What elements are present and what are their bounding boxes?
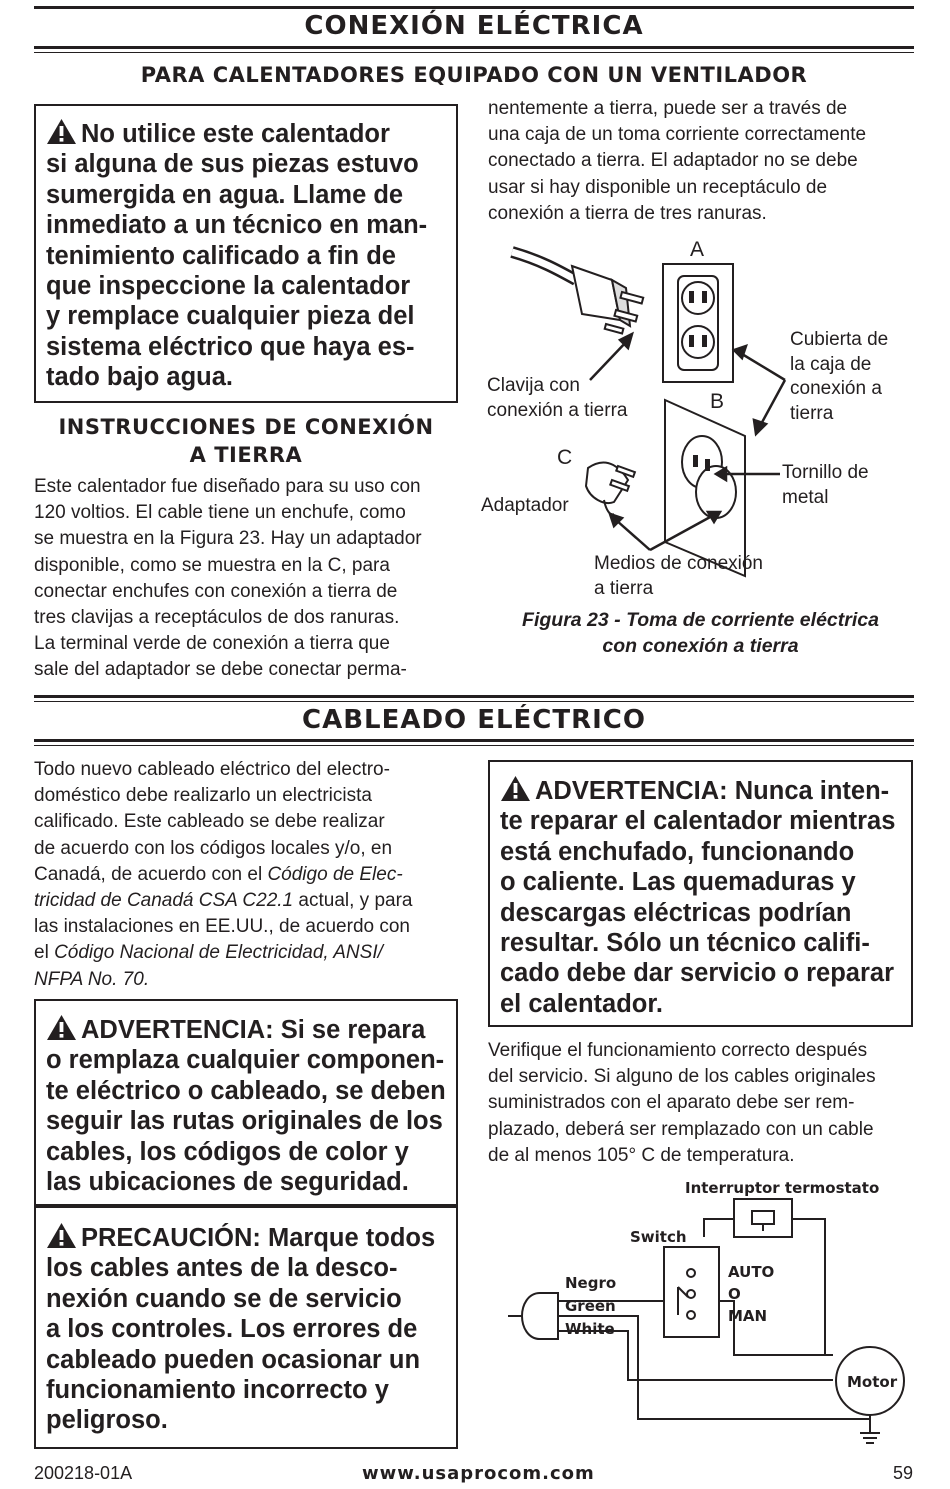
text-line: de acuerdo con los códigos locales y/o, en [34,837,393,859]
warning-plugged-text [500,775,902,1019]
warning-line: cableado pueden ocasionar un [46,1345,421,1374]
code-reference: Código Nacional de Electricidad, ANSI/ [54,942,383,964]
text-line: nentemente a tierra, puede ser a través de [488,98,848,119]
warning-line: a los controles. Los errores de [46,1315,418,1344]
verify-text [488,1038,913,1169]
text-line: se muestra en la Figura 23. Hay un adaptador [34,528,422,550]
warning-triangle-icon [46,1222,77,1249]
grounding-heading [34,413,458,469]
label-line: Medios de conexión [594,553,763,574]
wire-white-label: White [565,1320,615,1338]
thermostat-label: Interruptor termostato [685,1179,880,1197]
warning-line: o caliente. Las quemaduras y [500,868,856,897]
text-line: tres clavijas a receptáculos de dos ranuras. [34,607,400,629]
figure-label-a: A [690,238,705,261]
label-line: conexión a [790,378,882,399]
caption-line: con conexión a tierra [602,635,799,657]
warning-line: te eléctrico o cableado, se deben [46,1076,446,1105]
text-line: suministrados con el aparato debe ser rem- [488,1092,855,1114]
doc-number: 200218-01A [34,1463,133,1483]
text-line: una caja de un toma corriente correctamente [488,124,867,146]
code-reference: NFPA No. 70. [34,968,150,990]
warning-plugged-box [488,760,913,1027]
warning-line: está enchufado, funcionando [500,837,855,866]
warning-triangle-icon [46,1014,77,1041]
section-subtitle: PARA CALENTADORES EQUIPADO CON UN VENTILADOR [140,63,808,87]
text-line: actual, y para [293,890,413,912]
thermostat-icon [752,1211,774,1224]
text-line: conexión a tierra de tres ranuras. [488,202,767,224]
motor-label: Motor [847,1373,898,1391]
text-line: 120 voltios. El cable tiene un enchufe, como [34,502,406,524]
text-line: La terminal verde de conexión a tierra que [34,633,390,655]
screw-label [782,461,869,510]
grounding-text-continued [488,96,913,227]
wiring-title-rule [34,739,914,742]
label-line: la caja de [790,353,872,375]
text-line: doméstico debe realizarlo un electricista [34,785,372,807]
adapter-c-illustration [586,463,635,515]
title-rule [34,46,914,49]
label-line: Cubierta de [790,329,889,350]
figure-23-caption [488,607,913,659]
warning-triangle-icon [46,118,77,145]
warning-line: seguir las rutas originales de los [46,1107,443,1136]
warning-line: peligroso. [46,1406,168,1435]
code-reference: tricidad de Canadá CSA C22.1 [34,890,294,912]
text-line: las instalaciones en EE.UU., de acuerdo con [34,916,410,938]
warning-water-text [46,118,447,393]
label-line: tierra [790,402,834,424]
warning-line: el calentador. [500,989,663,1018]
warning-line: los cables antes de la desco- [46,1254,398,1283]
text-line: Todo nuevo cableado eléctrico del electro- [34,759,390,780]
text-line: disponible, como se muestra en la C, para [34,554,390,576]
caution-label-text [46,1222,447,1436]
outlet-b-illustration [665,400,745,576]
warning-line: funcionamiento incorrecto y [46,1376,389,1405]
cover-label [790,328,888,426]
warning-line: que inspeccione la calentador [46,272,411,301]
figure-label-b: B [710,390,725,413]
page-number: 59 [893,1463,914,1483]
warning-line: y remplace cualquier pieza del [46,302,415,331]
warning-line: cado debe dar servicio o reparar [500,959,895,988]
warning-line: ADVERTENCIA: Nunca inten- [535,777,890,805]
label-line: a tierra [594,577,654,599]
warning-line: sumergida en agua. Llame de [46,180,404,209]
text-line: del servicio. Si alguno de los cables originales [488,1066,876,1088]
adapter-label: Adaptador [481,495,569,516]
switch-box [664,1247,719,1337]
plug-illustration [512,252,643,333]
warning-repair-text [46,1014,447,1197]
warning-repair-box [34,999,458,1206]
switch-label: Switch [630,1228,687,1246]
warning-line: nexión cuando se de servicio [46,1284,402,1313]
label-line: Tornillo de [782,462,869,483]
power-plug [522,1293,558,1339]
ground-label [594,552,763,601]
label-line: metal [782,486,829,508]
text-line: usar si hay disponible un receptáculo de [488,176,828,198]
caution-label-box [34,1206,458,1449]
outlet-a-illustration [663,264,733,382]
warning-line: o remplaza cualquier componen- [46,1046,445,1075]
warning-line: tenimiento calificado a fin de [46,241,396,270]
grounding-text [34,474,458,684]
wiring-diagram [488,1175,918,1460]
warning-line: No utilice este calentador [81,120,390,148]
wiring-title-rule-thin [34,745,914,746]
label-line: Clavija con [487,375,580,396]
website-link[interactable]: www.usaprocom.com [362,1463,595,1484]
code-reference: Código de Elec- [267,863,403,885]
label-line: conexión a tierra [487,399,628,421]
text-line: sale del adaptador se debe conectar perma- [34,659,407,681]
text-line: plazado, deberá ser remplazado con un cable [488,1118,874,1140]
warning-line: ADVERTENCIA: Si se repara [81,1016,426,1044]
warning-line: inmediato a un técnico en man- [46,211,428,240]
text-line: conectado a tierra. El adaptador no se debe [488,150,858,172]
caption-line: Figura 23 - Toma de corriente eléctrica [522,609,879,631]
wiring-rule-thin [34,701,914,702]
warning-line: resultar. Sólo un técnico califi- [500,929,870,958]
grounding-heading-line: A TIERRA [189,443,303,467]
plug-label [487,374,627,423]
wire-green-label: Green [565,1297,616,1315]
switch-auto-label: AUTO [728,1263,775,1281]
thermostat-box [734,1199,792,1237]
warning-line: tado bajo agua. [46,363,234,392]
wiring-text [34,757,458,993]
warning-line: PRECAUCIÓN: Marque todos [81,1224,436,1252]
switch-o-label: O [728,1285,741,1303]
text-line: Este calentador fue diseñado para su uso con [34,476,421,497]
wiring-title: CABLEADO ELÉCTRICO [302,705,646,735]
warning-triangle-icon [500,775,531,802]
warning-water-box [34,104,458,403]
text-line: de al menos 105° C de temperatura. [488,1144,795,1166]
grounding-heading-line: INSTRUCCIONES DE CONEXIÓN [58,415,434,439]
wiring-rule [34,695,914,698]
warning-line: cables, los códigos de color y [46,1137,409,1166]
warning-line: las ubicaciones de seguridad. [46,1168,409,1197]
text-line: Verifique el funcionamiento correcto después [488,1040,868,1061]
title-rule-thin [34,52,914,53]
figure-label-c: C [557,446,573,469]
warning-line: descargas eléctricas podrían [500,898,852,927]
warning-line: si alguna de sus piezas estuvo [46,150,419,179]
text-line: calificado. Este cableado se debe realizar [34,811,385,833]
top-rule [34,6,914,9]
warning-line: te reparar el calentador mientras [500,807,896,836]
warning-line: sistema eléctrico que haya es- [46,332,415,361]
text-line: el [34,942,55,964]
section-title: CONEXIÓN ELÉCTRICA [304,11,644,41]
switch-man-label: MAN [728,1307,768,1325]
text-line: conectar enchufes con conexión a tierra de [34,580,398,602]
text-line: Canadá, de acuerdo con el [34,863,268,885]
wire-black-label: Negro [565,1274,617,1292]
